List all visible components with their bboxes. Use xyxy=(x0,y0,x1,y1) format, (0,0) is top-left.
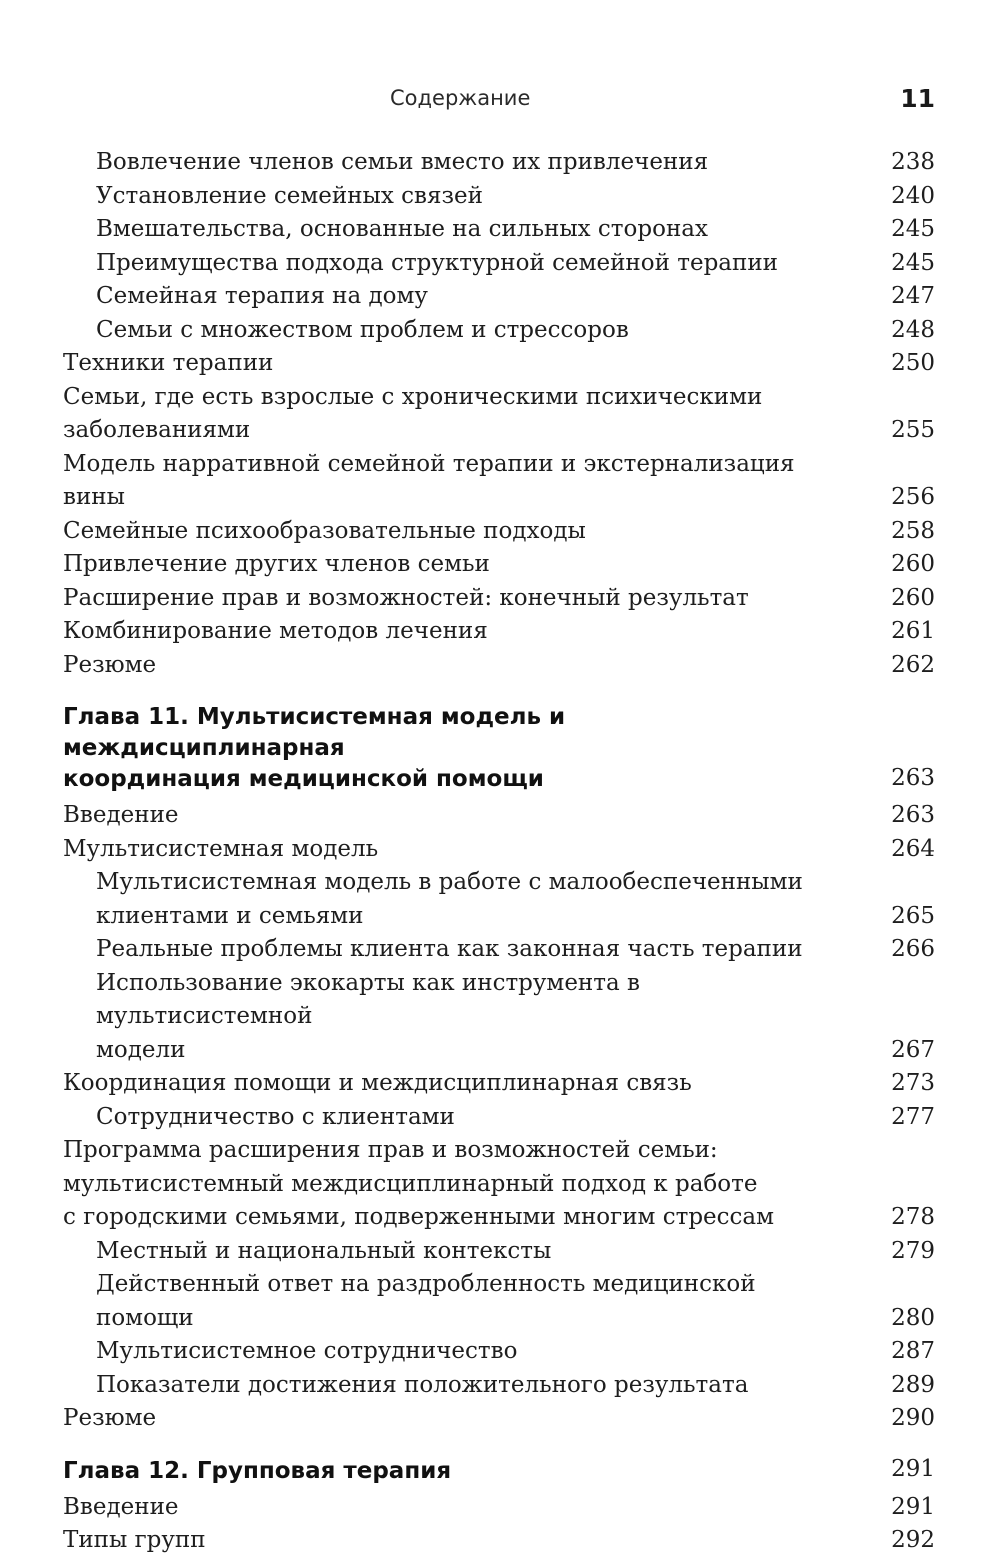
toc-entry-page: 245 xyxy=(891,249,935,276)
toc-entry-title: Вовлечение членов семьи вместо их привлечения xyxy=(96,149,709,175)
toc-entry xyxy=(63,1134,935,1235)
toc-entry-page: 279 xyxy=(891,1237,935,1264)
toc-entry xyxy=(63,1335,935,1369)
toc-entry-page: 287 xyxy=(891,1338,935,1364)
toc-entry-page: 240 xyxy=(891,182,935,209)
toc-entry-page: 289 xyxy=(891,1371,935,1398)
toc-entry-title: Расширение прав и возможностей: конечный результат xyxy=(63,584,749,611)
toc-entry xyxy=(63,347,935,381)
toc-entry xyxy=(63,1235,935,1269)
running-title: Содержание xyxy=(390,86,531,110)
toc-entry-page: 264 xyxy=(891,835,935,862)
toc-chapter-heading xyxy=(63,702,935,795)
toc-entry-page: 261 xyxy=(891,618,935,644)
toc-entry-page: 291 xyxy=(891,1456,935,1482)
toc-entry-page: 277 xyxy=(891,1103,935,1130)
toc-entry-page: 266 xyxy=(891,936,935,962)
toc-entry xyxy=(63,866,935,933)
toc-entry-page: 250 xyxy=(891,350,935,376)
toc-entry-page: 263 xyxy=(891,802,935,828)
toc-chapter-title: Глава 12. Групповая терапия xyxy=(63,1457,452,1484)
toc-entry-title: Семьи, где есть взрослые с хроническими психическими заболеваниями xyxy=(63,383,763,443)
toc-entry-page: 255 xyxy=(891,417,935,443)
toc-entry-title: Действенный ответ на раздробленность медицинской помощи xyxy=(96,1271,756,1331)
toc-entry xyxy=(63,448,935,515)
toc-entry xyxy=(63,1369,935,1403)
running-header xyxy=(0,86,1000,118)
toc-entry-title: Комбинирование методов лечения xyxy=(63,618,488,644)
toc-entry-page: 290 xyxy=(891,1405,935,1431)
toc-entry-page: 263 xyxy=(891,764,935,791)
toc-entry-title: Преимущества подхода структурной семейной терапии xyxy=(96,249,778,276)
toc-entry-page: 247 xyxy=(891,283,935,309)
toc-entry-page: 267 xyxy=(891,1036,935,1063)
toc-entry-title: Местный и национальный контексты xyxy=(96,1237,552,1264)
toc-entry-title: Введение xyxy=(63,1493,179,1520)
toc-entry-title: Координация помощи и междисциплинарная связь xyxy=(63,1070,692,1096)
toc-entry-title: Реальные проблемы клиента как законная часть терапии xyxy=(96,936,803,962)
toc-entry-title: Типы групп xyxy=(63,1527,206,1553)
toc-entry-title: Семейная терапия на дому xyxy=(96,283,428,309)
toc-entry xyxy=(63,1524,935,1558)
toc-entry-page: 291 xyxy=(891,1493,935,1520)
page-number: 11 xyxy=(900,84,935,113)
toc-entry-title: Семейные психообразовательные подходы xyxy=(63,517,586,544)
toc-entry-page: 248 xyxy=(891,316,935,343)
toc-entry xyxy=(63,649,935,683)
toc-entry xyxy=(63,180,935,214)
toc-entry-page: 280 xyxy=(891,1304,935,1331)
toc-entry xyxy=(63,615,935,649)
toc-entry-page: 292 xyxy=(891,1527,935,1553)
toc-entry-title: Модель нарративной семейной терапии и экстернализация вины xyxy=(63,450,795,510)
toc-entry-title: Установление семейных связей xyxy=(96,182,483,209)
toc-chapter-title: Глава 11. Мультисистемная модель и междисциплинарная координация медицинской помощи xyxy=(63,704,566,792)
toc-entry-title: Показатели достижения положительного результата xyxy=(96,1371,749,1398)
toc-entry-title: Техники терапии xyxy=(63,350,274,376)
toc-entry-title: Программа расширения прав и возможностей семьи: мультисистемный междисциплинарный подход к работе с городскими семьями, подверженными многим стрессам xyxy=(63,1137,775,1230)
toc-chapter-heading xyxy=(63,1456,935,1487)
toc-entry-title: Резюме xyxy=(63,651,157,678)
toc-entry xyxy=(63,933,935,967)
toc-entry xyxy=(63,247,935,281)
toc-entry-page: 278 xyxy=(891,1204,935,1230)
toc-entry xyxy=(63,548,935,582)
toc-entry-title: Мультисистемное сотрудничество xyxy=(96,1338,518,1364)
toc-entry xyxy=(63,1067,935,1101)
toc-entry-title: Мультисистемная модель в работе с малообеспеченными клиентами и семьями xyxy=(96,869,803,929)
toc-entry xyxy=(63,1101,935,1135)
toc-entry xyxy=(63,314,935,348)
toc-entry xyxy=(63,799,935,833)
toc-entry-page: 256 xyxy=(891,484,935,510)
toc-entry-title: Привлечение других членов семьи xyxy=(63,551,490,577)
toc-entry-title: Сотрудничество с клиентами xyxy=(96,1103,455,1130)
toc-entry-title: Использование экокарты как инструмента в мультисистемной модели xyxy=(96,969,640,1063)
toc-entry-title: Вмешательства, основанные на сильных сторонах xyxy=(96,216,708,242)
toc-entry xyxy=(63,146,935,180)
toc-entry-page: 265 xyxy=(891,902,935,929)
table-of-contents xyxy=(63,146,935,1558)
toc-entry-page: 260 xyxy=(891,551,935,577)
toc-entry xyxy=(63,381,935,448)
toc-entry xyxy=(63,967,935,1068)
toc-entry xyxy=(63,1402,935,1436)
toc-entry xyxy=(63,833,935,867)
toc-entry xyxy=(63,1268,935,1335)
toc-entry-title: Семьи с множеством проблем и стрессоров xyxy=(96,316,629,343)
toc-entry xyxy=(63,213,935,247)
toc-entry-page: 273 xyxy=(891,1070,935,1096)
toc-entry-page: 260 xyxy=(891,584,935,611)
toc-entry-page: 258 xyxy=(891,517,935,544)
toc-entry-page: 262 xyxy=(891,651,935,678)
toc-entry-page: 245 xyxy=(891,216,935,242)
toc-entry-title: Мультисистемная модель xyxy=(63,835,379,862)
toc-entry-page: 238 xyxy=(891,149,935,175)
toc-entry xyxy=(63,280,935,314)
toc-entry xyxy=(63,515,935,549)
toc-entry xyxy=(63,582,935,616)
toc-entry-title: Резюме xyxy=(63,1405,157,1431)
toc-entry-title: Введение xyxy=(63,802,179,828)
